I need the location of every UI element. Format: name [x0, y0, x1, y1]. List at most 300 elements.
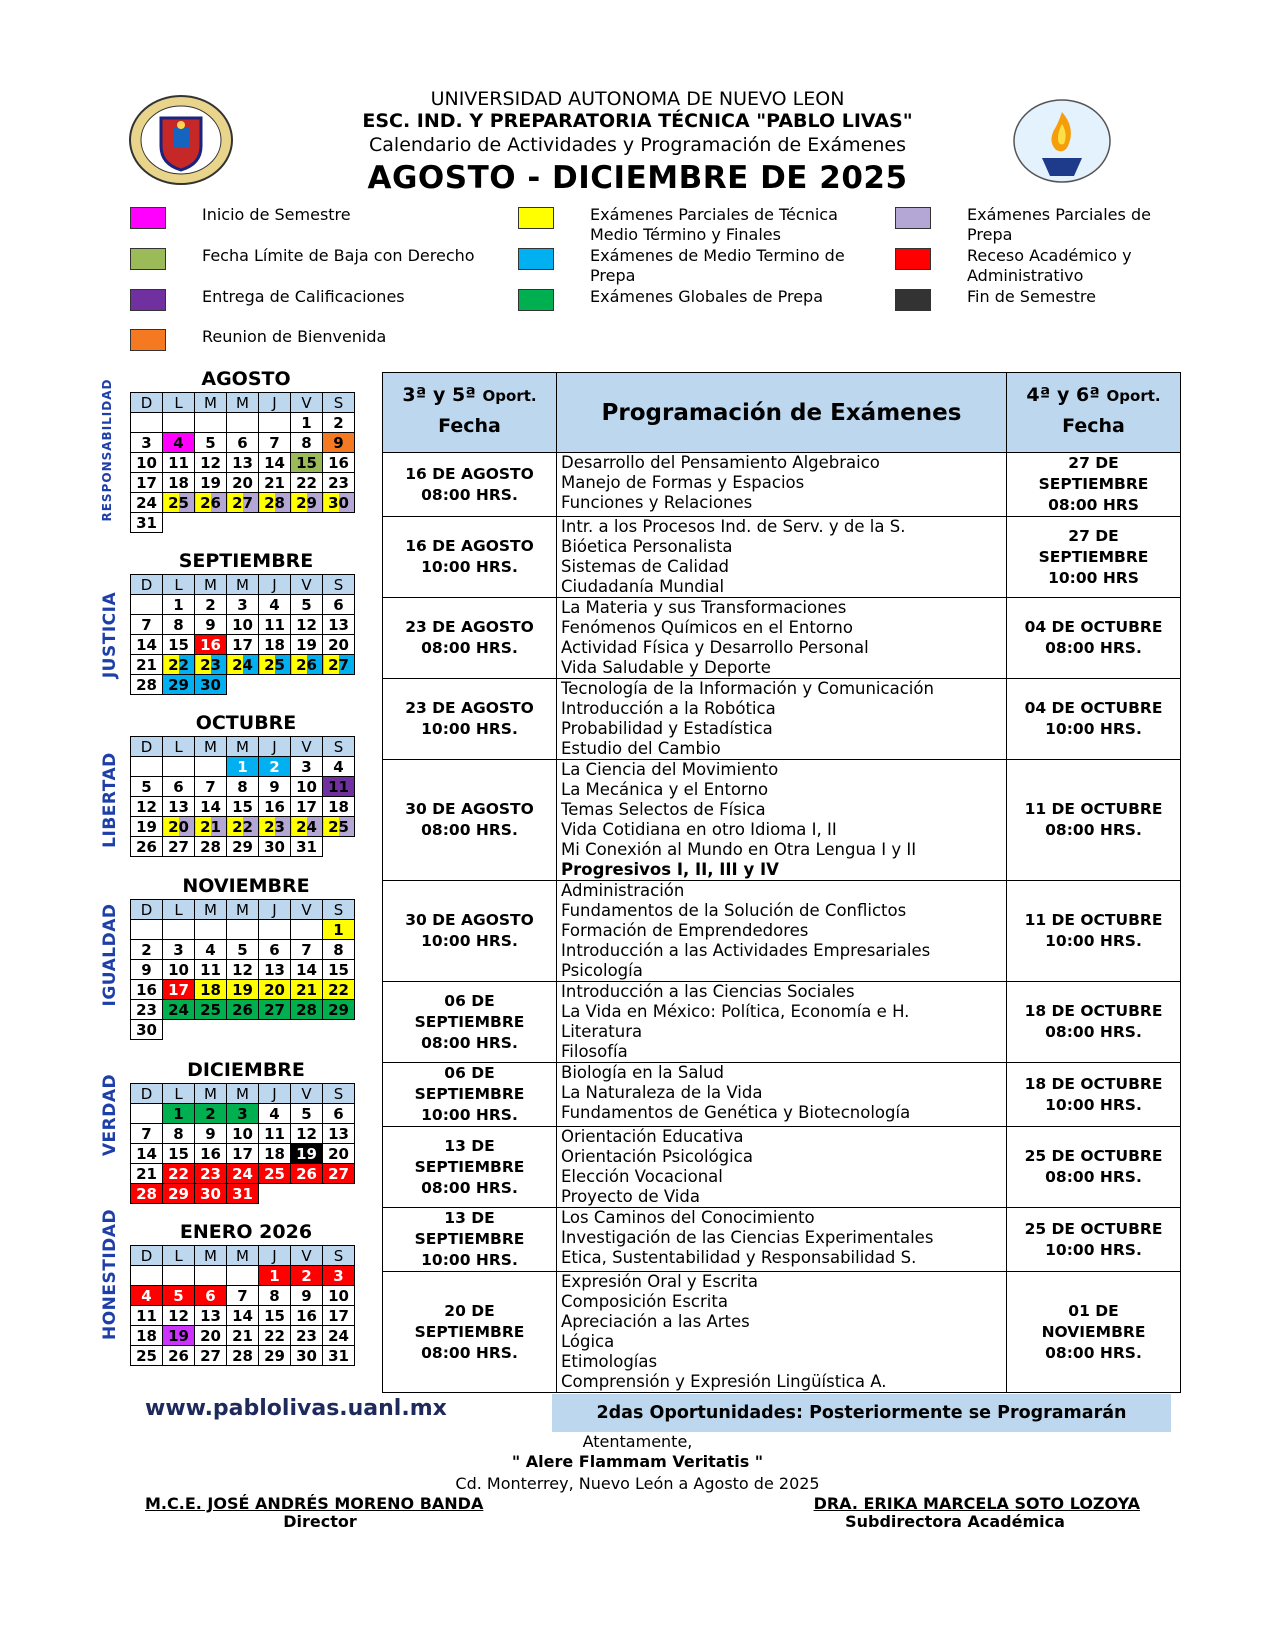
weekday-header: M — [195, 575, 227, 595]
exam-date-line: 10:00 HRS. — [421, 1106, 518, 1124]
exam-subject: Introducción a la Robótica — [561, 699, 776, 718]
exam-date-oport-4-6 — [1007, 453, 1181, 517]
calendar-day: 21 — [131, 655, 163, 675]
legend-swatch — [130, 329, 166, 351]
calendar-day: 22 — [227, 817, 259, 837]
calendar-day: 18 — [163, 473, 195, 493]
calendar-day: 24 — [131, 493, 163, 513]
exam-subject: Temas Selectos de Física — [561, 800, 766, 819]
exam-date-line: SEPTIEMBRE — [414, 1230, 525, 1248]
calendar-day: 9 — [131, 960, 163, 980]
calendar-day: 29 — [259, 1346, 291, 1366]
value-label-libertad: LIBERTAD — [100, 752, 120, 848]
calendar-day: 6 — [195, 1286, 227, 1306]
exam-subject: La Naturaleza de la Vida — [561, 1083, 763, 1102]
calendar-day: 11 — [195, 960, 227, 980]
exam-date-oport-4-6 — [1007, 679, 1181, 760]
exam-date-oport-3-5 — [383, 517, 557, 598]
signature-right-title: Subdirectora Académica — [845, 1512, 1065, 1531]
exam-subject: Administración — [561, 881, 685, 900]
calendar-day: 13 — [163, 797, 195, 817]
calendar-day: 20 — [323, 635, 355, 655]
legend-label: Reunion de Bienvenida — [202, 327, 387, 346]
exam-date-oport-4-6 — [1007, 1208, 1181, 1272]
exam-date-line: 08:00 HRS. — [421, 821, 518, 839]
exam-date-line: 20 DE — [444, 1301, 495, 1320]
exam-date-oport-4-6 — [1007, 982, 1181, 1063]
exam-subject: Filosofía — [561, 1042, 628, 1061]
calendar-day: 13 — [323, 1124, 355, 1144]
calendar-day: 13 — [227, 453, 259, 473]
exam-subject: Composición Escrita — [561, 1292, 728, 1311]
place-date: Cd. Monterrey, Nuevo León a Agosto de 2025 — [455, 1474, 820, 1493]
calendar-day: 22 — [323, 980, 355, 1000]
calendar-empty-cell — [195, 920, 227, 940]
col-oport-3-5-header: 3ª y 5ª Oport. Fecha — [383, 373, 557, 453]
calendar-day: 16 — [195, 1144, 227, 1164]
legend-swatch — [895, 248, 931, 270]
calendar-day: 4 — [163, 433, 195, 453]
calendar-day: 17 — [163, 980, 195, 1000]
calendar-day: 7 — [131, 615, 163, 635]
calendar-day: 8 — [163, 615, 195, 635]
calendar-day: 6 — [227, 433, 259, 453]
weekday-header: M — [227, 1246, 259, 1266]
exam-row — [383, 598, 1181, 679]
calendar-day: 27 — [259, 1000, 291, 1020]
exam-date-oport-3-5 — [383, 1272, 557, 1393]
calendar-empty-cell — [291, 1184, 323, 1204]
calendar-day: 29 — [163, 675, 195, 695]
month-calendar-grid — [130, 574, 355, 695]
exam-date-line: 08:00 HRS. — [421, 1343, 518, 1362]
exam-subject: Elección Vocacional — [561, 1167, 723, 1186]
exam-row — [383, 517, 1181, 598]
exam-subject: Etimologías — [561, 1352, 658, 1371]
exam-date-line: 23 DE AGOSTO — [405, 618, 534, 636]
calendar-title-1: SEPTIEMBRE — [178, 550, 314, 572]
calendar-day: 26 — [291, 655, 323, 675]
exam-date-line: SEPTIEMBRE — [414, 1322, 525, 1341]
calendar-day: 20 — [259, 980, 291, 1000]
exam-subject: La Mecánica y el Entorno — [561, 780, 769, 799]
calendar-day: 29 — [227, 837, 259, 857]
calendar-empty-cell — [291, 513, 323, 533]
calendar-day: 4 — [323, 757, 355, 777]
weekday-header: L — [163, 575, 195, 595]
exam-date-line: 08:00 HRS — [1048, 496, 1139, 514]
calendar-day: 7 — [195, 777, 227, 797]
school-name: ESC. IND. Y PREPARATORIA TÉCNICA "PABLO LIVAS" — [362, 110, 913, 132]
calendar-day: 29 — [323, 1000, 355, 1020]
exam-subjects — [557, 881, 1007, 982]
calendar-day: 2 — [291, 1266, 323, 1286]
exam-programming-header: Programación de Exámenes — [557, 373, 1007, 453]
exam-date-oport-4-6 — [1007, 517, 1181, 598]
calendar-day: 6 — [323, 1104, 355, 1124]
exam-subject: Fundamentos de la Solución de Conflictos — [561, 901, 907, 920]
exam-subjects — [557, 1063, 1007, 1127]
calendar-day: 7 — [131, 1124, 163, 1144]
weekday-header: D — [131, 1084, 163, 1104]
calendar-day: 31 — [227, 1184, 259, 1204]
calendar-day: 10 — [227, 615, 259, 635]
calendar-day: 16 — [131, 980, 163, 1000]
exam-date-oport-3-5 — [383, 881, 557, 982]
exam-date-line: SEPTIEMBRE — [1038, 475, 1149, 493]
weekday-header: V — [291, 1084, 323, 1104]
exam-subject: Vida Cotidiana en otro Idioma I, II — [561, 820, 837, 839]
exam-subject: Los Caminos del Conocimiento — [561, 1208, 815, 1227]
calendar-day: 3 — [323, 1266, 355, 1286]
exam-date-line: 18 DE OCTUBRE — [1024, 1074, 1163, 1093]
calendar-day: 26 — [291, 1164, 323, 1184]
legend-label: Exámenes Parciales de Prepa — [967, 205, 1151, 244]
calendar-empty-cell — [323, 837, 355, 857]
calendar-day: 31 — [323, 1346, 355, 1366]
exam-date-oport-4-6 — [1007, 1127, 1181, 1208]
calendar-day: 16 — [323, 453, 355, 473]
calendar-day: 3 — [227, 1104, 259, 1124]
value-label-justicia: JUSTICIA — [100, 591, 120, 679]
calendar-empty-cell — [195, 1266, 227, 1286]
calendar-day: 24 — [227, 1164, 259, 1184]
month-calendar-grid — [130, 736, 355, 857]
calendar-day: 14 — [131, 635, 163, 655]
calendar-day: 10 — [131, 453, 163, 473]
exam-date-line: 10:00 HRS. — [1045, 1095, 1142, 1114]
calendar-empty-cell — [131, 595, 163, 615]
calendar-empty-cell — [163, 1020, 195, 1040]
calendar-empty-cell — [259, 1020, 291, 1040]
calendar-day: 17 — [227, 1144, 259, 1164]
calendar-day: 6 — [323, 595, 355, 615]
calendar-day: 30 — [195, 675, 227, 695]
calendar-day: 6 — [259, 940, 291, 960]
calendar-day: 17 — [291, 797, 323, 817]
calendar-day: 11 — [131, 1306, 163, 1326]
exam-date-oport-3-5 — [383, 1208, 557, 1272]
calendar-empty-cell — [323, 513, 355, 533]
calendar-day: 23 — [291, 1326, 323, 1346]
calendar-day: 1 — [323, 920, 355, 940]
calendar-day: 3 — [163, 940, 195, 960]
calendar-day: 17 — [131, 473, 163, 493]
calendar-day: 23 — [195, 1164, 227, 1184]
university-name: UNIVERSIDAD AUTONOMA DE NUEVO LEON — [430, 88, 845, 110]
exam-subjects — [557, 598, 1007, 679]
calendar-day: 29 — [291, 493, 323, 513]
calendar-day: 28 — [131, 1184, 163, 1204]
calendar-day: 12 — [163, 1306, 195, 1326]
calendar-empty-cell — [259, 413, 291, 433]
weekday-header: D — [131, 1246, 163, 1266]
exam-subjects — [557, 1127, 1007, 1208]
exam-subject: Fundamentos de Genética y Biotecnología — [561, 1103, 911, 1122]
legend-label: Receso Académico y Administrativo — [967, 246, 1132, 285]
calendar-day: 11 — [259, 1124, 291, 1144]
weekday-header: V — [291, 1246, 323, 1266]
calendar-empty-cell — [227, 920, 259, 940]
legend-swatch — [518, 207, 554, 229]
calendar-day: 9 — [195, 615, 227, 635]
exam-row — [383, 760, 1181, 881]
exam-subject: Comprensión y Expresión Lingüística A. — [561, 1372, 887, 1391]
exam-date-oport-4-6 — [1007, 881, 1181, 982]
calendar-empty-cell — [163, 413, 195, 433]
exam-subject: Introducción a las Ciencias Sociales — [561, 982, 855, 1001]
calendar-day: 3 — [227, 595, 259, 615]
calendar-day: 27 — [195, 1346, 227, 1366]
weekday-header: D — [131, 737, 163, 757]
calendar-day: 20 — [195, 1326, 227, 1346]
exam-date-line: 10:00 HRS. — [421, 720, 518, 738]
calendar-day: 5 — [227, 940, 259, 960]
calendar-day: 25 — [259, 655, 291, 675]
calendar-day: 5 — [195, 433, 227, 453]
calendar-day: 2 — [259, 757, 291, 777]
calendar-day: 13 — [259, 960, 291, 980]
weekday-header: L — [163, 1246, 195, 1266]
exam-subject: Investigación de las Ciencias Experimentales — [561, 1228, 934, 1247]
calendar-day: 14 — [131, 1144, 163, 1164]
calendar-day: 18 — [195, 980, 227, 1000]
exam-subjects — [557, 453, 1007, 517]
calendar-title-3: NOVIEMBRE — [182, 875, 310, 897]
exam-subject: Manejo de Formas y Espacios — [561, 473, 805, 492]
calendar-day: 6 — [163, 777, 195, 797]
exam-subjects — [557, 1208, 1007, 1272]
exam-date-line: 10:00 HRS. — [1045, 932, 1142, 950]
weekday-header: M — [195, 1246, 227, 1266]
calendar-day: 21 — [259, 473, 291, 493]
calendar-day: 23 — [323, 473, 355, 493]
calendar-day: 26 — [195, 493, 227, 513]
exam-date-line: SEPTIEMBRE — [414, 1085, 525, 1103]
weekday-header: D — [131, 575, 163, 595]
exam-date-line: 08:00 HRS. — [421, 639, 518, 657]
col-oport-4-6-header: 4ª y 6ª Oport. Fecha — [1007, 373, 1181, 453]
weekday-header: S — [323, 575, 355, 595]
legend-label: Exámenes de Medio Termino de Prepa — [590, 246, 845, 285]
calendar-empty-cell — [195, 757, 227, 777]
exam-subject: Fenómenos Químicos en el Entorno — [561, 618, 853, 637]
weekday-header: V — [291, 575, 323, 595]
exam-subjects — [557, 1272, 1007, 1393]
weekday-header: J — [259, 1084, 291, 1104]
weekday-header: J — [259, 900, 291, 920]
legend-swatch — [895, 207, 931, 229]
calendar-empty-cell — [131, 920, 163, 940]
calendar-title-5: ENERO 2026 — [179, 1221, 313, 1243]
value-label-igualdad: IGUALDAD — [100, 903, 120, 1007]
closing-text: Atentamente, — [582, 1432, 693, 1451]
exam-date-line: 18 DE OCTUBRE — [1024, 1002, 1163, 1020]
weekday-header: M — [227, 393, 259, 413]
calendar-day: 15 — [291, 453, 323, 473]
exam-date-line: 08:00 HRS. — [421, 1033, 518, 1052]
website-link[interactable]: www.pablolivas.uanl.mx — [145, 1396, 447, 1421]
exam-date-line: 10:00 HRS. — [421, 558, 518, 576]
calendar-day: 15 — [163, 1144, 195, 1164]
exam-subject: Progresivos I, II, III y IV — [561, 860, 779, 879]
calendar-day: 27 — [323, 1164, 355, 1184]
calendar-day: 15 — [227, 797, 259, 817]
signature-left-title: Director — [283, 1512, 357, 1531]
calendar-empty-cell — [227, 513, 259, 533]
calendar-day: 1 — [259, 1266, 291, 1286]
calendar-day: 16 — [291, 1306, 323, 1326]
exam-subject: La Ciencia del Movimiento — [561, 760, 779, 779]
legend-swatch — [130, 289, 166, 311]
calendar-day: 14 — [291, 960, 323, 980]
calendar-day: 8 — [259, 1286, 291, 1306]
exam-subject: Actividad Física y Desarrollo Personal — [561, 638, 869, 657]
exam-date-line: 10:00 HRS — [1048, 568, 1139, 587]
calendar-day: 11 — [259, 615, 291, 635]
calendar-empty-cell — [195, 413, 227, 433]
weekday-header: V — [291, 393, 323, 413]
calendar-day: 3 — [291, 757, 323, 777]
calendar-day: 23 — [259, 817, 291, 837]
exam-date-line: SEPTIEMBRE — [1038, 547, 1149, 566]
exam-subject: Tecnología de la Información y Comunicación — [561, 679, 934, 698]
exam-date-oport-3-5 — [383, 760, 557, 881]
calendar-day: 8 — [291, 433, 323, 453]
calendar-day: 21 — [195, 817, 227, 837]
calendar-empty-cell — [259, 513, 291, 533]
calendar-day: 18 — [259, 635, 291, 655]
calendar-day: 15 — [259, 1306, 291, 1326]
exam-subject: Orientación Educativa — [561, 1127, 744, 1146]
exam-subject: Formación de Emprendedores — [561, 921, 809, 940]
exam-subjects — [557, 517, 1007, 598]
weekday-header: J — [259, 393, 291, 413]
calendar-day: 18 — [131, 1326, 163, 1346]
calendar-day: 27 — [323, 655, 355, 675]
calendar-day: 12 — [291, 615, 323, 635]
calendar-day: 19 — [291, 1144, 323, 1164]
exam-date-line: 06 DE — [444, 1064, 495, 1082]
calendar-day: 19 — [131, 817, 163, 837]
exam-subject: Psicología — [561, 961, 643, 980]
exam-subject: Intr. a los Procesos Ind. de Serv. y de la S. — [561, 517, 906, 536]
exam-subject: Probabilidad y Estadística — [561, 719, 773, 738]
exam-date-line: 13 DE — [444, 1209, 495, 1227]
weekday-header: D — [131, 393, 163, 413]
calendar-day: 29 — [163, 1184, 195, 1204]
weekday-header: M — [195, 393, 227, 413]
exam-date-line: 27 DE — [1068, 526, 1119, 545]
calendar-day: 2 — [131, 940, 163, 960]
calendar-empty-cell — [291, 1020, 323, 1040]
calendar-day: 11 — [163, 453, 195, 473]
calendar-day: 9 — [291, 1286, 323, 1306]
second-chances-note: 2das Oportunidades: Posteriormente se Programarán — [552, 1394, 1171, 1432]
exam-row — [383, 982, 1181, 1063]
calendar-day: 21 — [291, 980, 323, 1000]
calendar-title-4: DICIEMBRE — [187, 1059, 305, 1081]
value-label-honestidad: HONESTIDAD — [100, 1208, 120, 1340]
legend-label: Inicio de Semestre — [202, 205, 351, 224]
exam-row — [383, 1208, 1181, 1272]
calendar-day: 30 — [323, 493, 355, 513]
exam-subject: Mi Conexión al Mundo en Otra Lengua I y II — [561, 840, 917, 859]
month-calendar-grid — [130, 392, 355, 533]
legend-swatch — [130, 248, 166, 270]
calendar-subtitle: Calendario de Actividades y Programación de Exámenes — [369, 134, 906, 156]
exam-date-line: 16 DE AGOSTO — [405, 464, 534, 483]
exam-date-oport-3-5 — [383, 679, 557, 760]
exam-subjects — [557, 760, 1007, 881]
calendar-day: 8 — [323, 940, 355, 960]
calendar-day: 1 — [163, 1104, 195, 1124]
calendar-day: 15 — [163, 635, 195, 655]
calendar-title-2: OCTUBRE — [195, 712, 297, 734]
calendar-day: 19 — [195, 473, 227, 493]
exam-date-oport-3-5 — [383, 982, 557, 1063]
calendar-empty-cell — [227, 413, 259, 433]
calendar-day: 16 — [259, 797, 291, 817]
exam-row — [383, 881, 1181, 982]
exam-subject: Etica, Sustentabilidad y Responsabilidad S. — [561, 1248, 917, 1267]
calendar-empty-cell — [323, 675, 355, 695]
calendar-day: 26 — [163, 1346, 195, 1366]
calendar-day: 12 — [195, 453, 227, 473]
month-calendar-grid — [130, 899, 355, 1040]
calendar-day: 24 — [227, 655, 259, 675]
calendar-day: 11 — [323, 777, 355, 797]
calendar-empty-cell — [131, 757, 163, 777]
calendar-day: 25 — [195, 1000, 227, 1020]
exam-subjects — [557, 982, 1007, 1063]
exam-subject: La Vida en México: Política, Economía e H. — [561, 1002, 910, 1021]
legend-label: Fin de Semestre — [967, 287, 1096, 306]
calendar-day: 27 — [163, 837, 195, 857]
exam-date-line: 13 DE — [444, 1136, 495, 1155]
legend-swatch — [518, 248, 554, 270]
calendar-empty-cell — [195, 513, 227, 533]
calendar-day: 12 — [131, 797, 163, 817]
weekday-header: M — [227, 737, 259, 757]
calendar-empty-cell — [227, 675, 259, 695]
weekday-header: V — [291, 900, 323, 920]
exam-date-line: 11 DE OCTUBRE — [1024, 800, 1163, 818]
weekday-header: M — [227, 900, 259, 920]
calendar-day: 19 — [163, 1326, 195, 1346]
calendar-day: 30 — [195, 1184, 227, 1204]
calendar-empty-cell — [163, 513, 195, 533]
calendar-empty-cell — [131, 1266, 163, 1286]
calendar-day: 3 — [131, 433, 163, 453]
calendar-day: 5 — [291, 595, 323, 615]
exam-subject: Expresión Oral y Escrita — [561, 1272, 758, 1291]
weekday-header: M — [227, 575, 259, 595]
weekday-header: J — [259, 737, 291, 757]
exam-date-line: 27 DE — [1068, 454, 1119, 472]
calendar-day: 4 — [259, 595, 291, 615]
calendar-day: 28 — [195, 837, 227, 857]
value-label-verdad: VERDAD — [100, 1073, 120, 1157]
exam-date-oport-4-6 — [1007, 1272, 1181, 1393]
signature-left-name: M.C.E. JOSÉ ANDRÉS MORENO BANDA — [145, 1494, 484, 1513]
calendar-day: 5 — [163, 1286, 195, 1306]
exam-date-oport-3-5 — [383, 1127, 557, 1208]
calendar-day: 2 — [323, 413, 355, 433]
legend-swatch — [130, 207, 166, 229]
calendar-day: 28 — [227, 1346, 259, 1366]
weekday-header: S — [323, 393, 355, 413]
